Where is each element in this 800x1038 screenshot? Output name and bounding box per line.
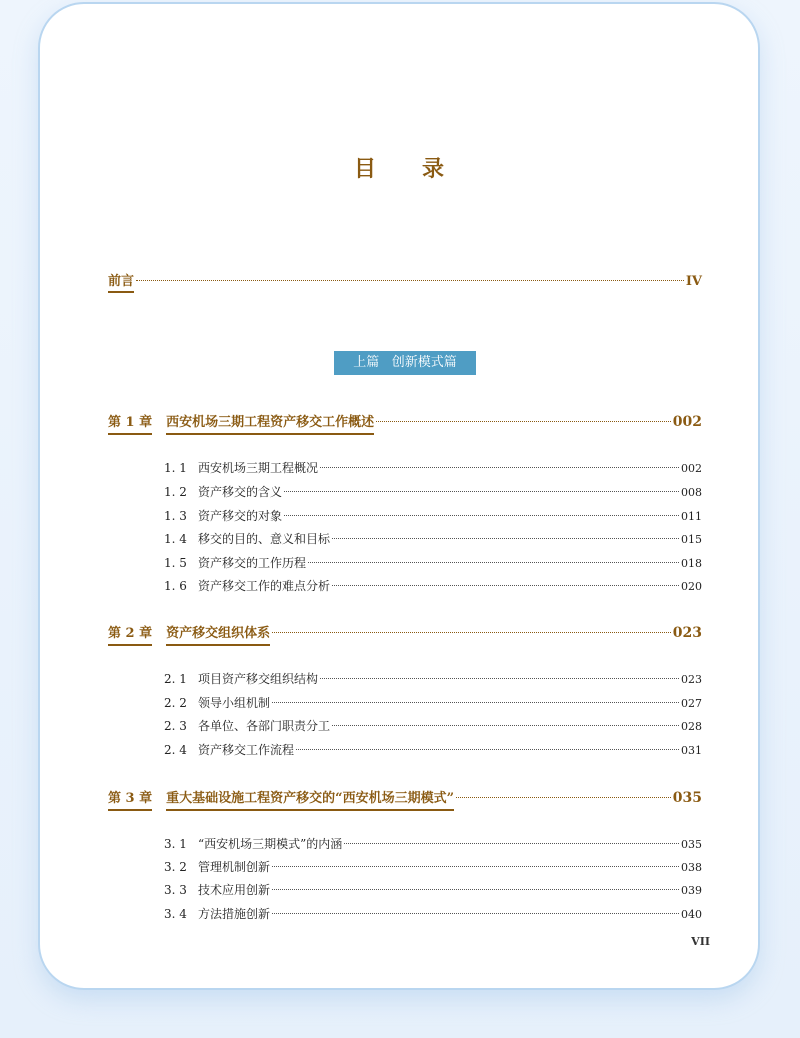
page-title xyxy=(0,152,800,183)
toc-preface[interactable] xyxy=(108,270,702,293)
section-title: 西安机场三期工程概况 xyxy=(198,461,319,475)
toc-section[interactable] xyxy=(164,881,702,898)
section-number: 1. 2 xyxy=(164,485,187,499)
section-page: 008 xyxy=(681,486,702,499)
chapter-title: 西安机场三期工程资产移交工作概述 xyxy=(166,411,374,435)
section-title: 技术应用创新 xyxy=(198,883,271,897)
toc-section[interactable] xyxy=(164,459,702,476)
section-title: 方法措施创新 xyxy=(198,907,271,921)
section-page: 031 xyxy=(681,744,702,757)
section-page: 002 xyxy=(681,462,702,475)
part-label: 上篇 创新模式篇 xyxy=(334,351,476,375)
leader-dots xyxy=(272,889,679,890)
section-page: 018 xyxy=(681,557,702,570)
page-number: VII xyxy=(691,935,710,948)
leader-dots xyxy=(456,797,671,798)
leader-dots xyxy=(332,538,679,539)
chapter-title: 重大基础设施工程资产移交的“西安机场三期模式” xyxy=(166,787,454,811)
leader-dots xyxy=(136,280,684,281)
section-page: 040 xyxy=(681,908,702,921)
section-number: 1. 6 xyxy=(164,579,187,593)
section-number: 2. 4 xyxy=(164,743,187,757)
toc-section[interactable] xyxy=(164,835,702,852)
toc-section[interactable] xyxy=(164,530,702,547)
toc-section[interactable] xyxy=(164,741,702,758)
toc-section[interactable] xyxy=(164,483,702,500)
leader-dots xyxy=(320,467,679,468)
section-title: 项目资产移交组织结构 xyxy=(198,672,319,686)
toc-section[interactable] xyxy=(164,717,702,734)
section-title: 各单位、各部门职责分工 xyxy=(198,719,331,733)
toc-section[interactable] xyxy=(164,858,702,875)
leader-dots xyxy=(344,843,679,844)
section-page: 011 xyxy=(681,510,702,523)
leader-dots xyxy=(272,913,679,914)
section-title: 资产移交的含义 xyxy=(198,485,283,499)
leader-dots xyxy=(332,585,679,586)
section-title: 资产移交工作的难点分析 xyxy=(198,579,331,593)
leader-dots xyxy=(320,678,679,679)
section-number: 2. 3 xyxy=(164,719,187,733)
leader-dots xyxy=(272,866,679,867)
chapter-page: 035 xyxy=(672,790,702,806)
leader-dots xyxy=(272,702,679,703)
title-char-1: 目 xyxy=(353,156,378,182)
leader-dots xyxy=(308,562,679,563)
section-title: “西安机场三期模式”的内涵 xyxy=(198,837,343,851)
toc-section[interactable] xyxy=(164,577,702,594)
section-page: 020 xyxy=(681,580,702,593)
section-page: 028 xyxy=(681,720,702,733)
section-number: 1. 5 xyxy=(164,556,187,570)
section-title: 资产移交的工作历程 xyxy=(198,556,307,570)
section-number: 1. 3 xyxy=(164,509,187,523)
section-title: 移交的目的、意义和目标 xyxy=(198,532,331,546)
preface-page: IV xyxy=(685,274,702,289)
toc-section[interactable] xyxy=(164,670,702,687)
section-page: 035 xyxy=(681,838,702,851)
section-number: 1. 4 xyxy=(164,532,187,546)
toc-section[interactable] xyxy=(164,507,702,524)
section-number: 2. 1 xyxy=(164,672,187,686)
section-title: 资产移交工作流程 xyxy=(198,743,295,757)
toc-section[interactable] xyxy=(164,554,702,571)
chapter-number: 第 2 章 xyxy=(108,622,152,646)
leader-dots xyxy=(296,749,679,750)
chapter-number: 第 1 章 xyxy=(108,411,152,435)
section-number: 2. 2 xyxy=(164,696,187,710)
section-number: 3. 3 xyxy=(164,883,187,897)
section-page: 023 xyxy=(681,673,702,686)
toc-chapter-1[interactable] xyxy=(108,411,702,435)
preface-label: 前言 xyxy=(108,270,134,293)
section-page: 015 xyxy=(681,533,702,546)
chapter-page: 023 xyxy=(672,625,702,641)
section-title: 资产移交的对象 xyxy=(198,509,283,523)
section-number: 1. 1 xyxy=(164,461,187,475)
title-char-2: 录 xyxy=(422,156,447,182)
toc-chapter-2[interactable] xyxy=(108,622,702,646)
chapter-title: 资产移交组织体系 xyxy=(166,622,270,646)
leader-dots xyxy=(332,725,679,726)
toc-section[interactable] xyxy=(164,694,702,711)
section-title: 领导小组机制 xyxy=(198,696,271,710)
leader-dots xyxy=(376,421,671,422)
section-page: 039 xyxy=(681,884,702,897)
toc-chapter-3[interactable] xyxy=(108,787,702,811)
section-page: 027 xyxy=(681,697,702,710)
chapter-page: 002 xyxy=(672,414,702,430)
leader-dots xyxy=(284,515,679,516)
toc-section[interactable] xyxy=(164,905,702,922)
section-number: 3. 1 xyxy=(164,837,187,851)
chapter-number: 第 3 章 xyxy=(108,787,152,811)
leader-dots xyxy=(272,632,671,633)
section-number: 3. 2 xyxy=(164,860,187,874)
leader-dots xyxy=(284,491,679,492)
section-page: 038 xyxy=(681,861,702,874)
section-title: 管理机制创新 xyxy=(198,860,271,874)
section-number: 3. 4 xyxy=(164,907,187,921)
